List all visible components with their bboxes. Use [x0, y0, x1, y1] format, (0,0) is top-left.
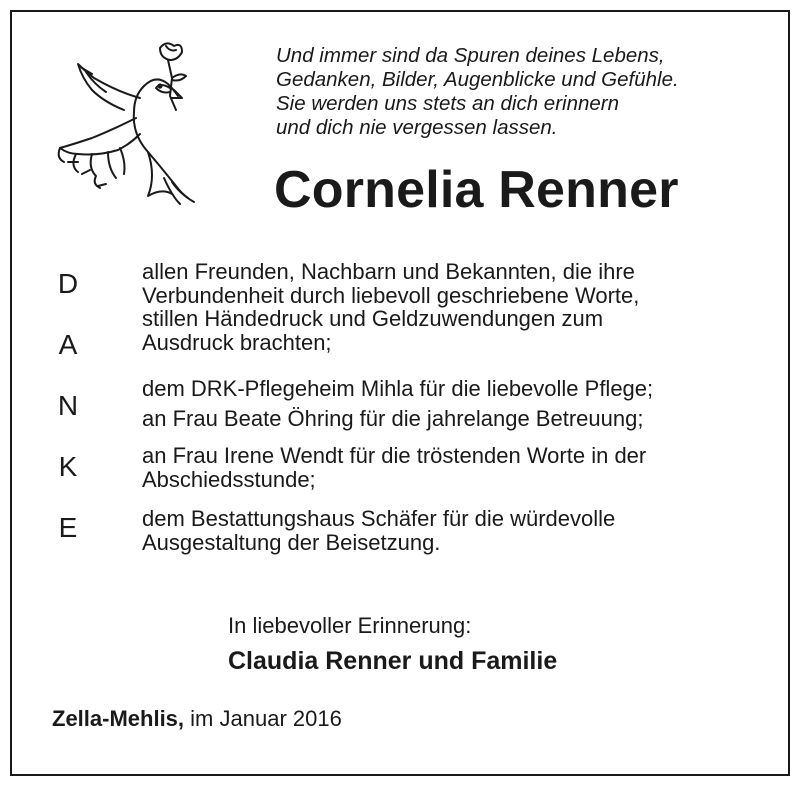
thanks-item: an Frau Beate Öhring für die jahrelange Betreuung; [142, 406, 644, 431]
danke-letter: A [58, 329, 78, 360]
place-name: Zella-Mehlis, [52, 706, 185, 731]
deceased-name: Cornelia Renner [274, 161, 679, 219]
danke-letter: K [58, 451, 78, 482]
danke-letter: D [57, 268, 79, 299]
closing-memory-line: In liebevoller Erinnerung: [228, 613, 472, 638]
verse-line: Gedanken, Bilder, Augenblicke und Gefühle. [276, 68, 679, 91]
memorial-verse [276, 44, 756, 140]
verse-line: Und immer sind da Spuren deines Lebens, [276, 44, 665, 67]
verse-line: und dich nie vergessen lassen. [276, 116, 558, 139]
date-text: im Januar 2016 [190, 706, 342, 731]
danke-letter: N [57, 390, 79, 421]
thanks-item: dem DRK-Pflegeheim Mihla für die liebevolle Pflege; [142, 376, 654, 401]
thanks-item: dem Bestattungshaus Schäfer für die würdevolle Ausgestaltung der Beisetzung. [142, 506, 616, 555]
family-signature: Claudia Renner und Familie [228, 647, 558, 675]
thanks-item: allen Freunden, Nachbarn und Bekannten, die ihre Verbundenheit durch liebevoll geschriebene Worte, stillen Händedruck und Geldzuwendungen zum Ausdruck brachten; [142, 259, 640, 355]
place-date-line [52, 706, 342, 732]
dove-with-rose-icon [48, 38, 208, 208]
thanks-item: an Frau Irene Wendt für die tröstenden Worte in der Abschiedsstunde; [142, 443, 647, 492]
danke-letter: E [58, 512, 78, 543]
danke-vertical-word [50, 266, 86, 571]
verse-line: Sie werden uns stets an dich erinnern [276, 92, 620, 115]
